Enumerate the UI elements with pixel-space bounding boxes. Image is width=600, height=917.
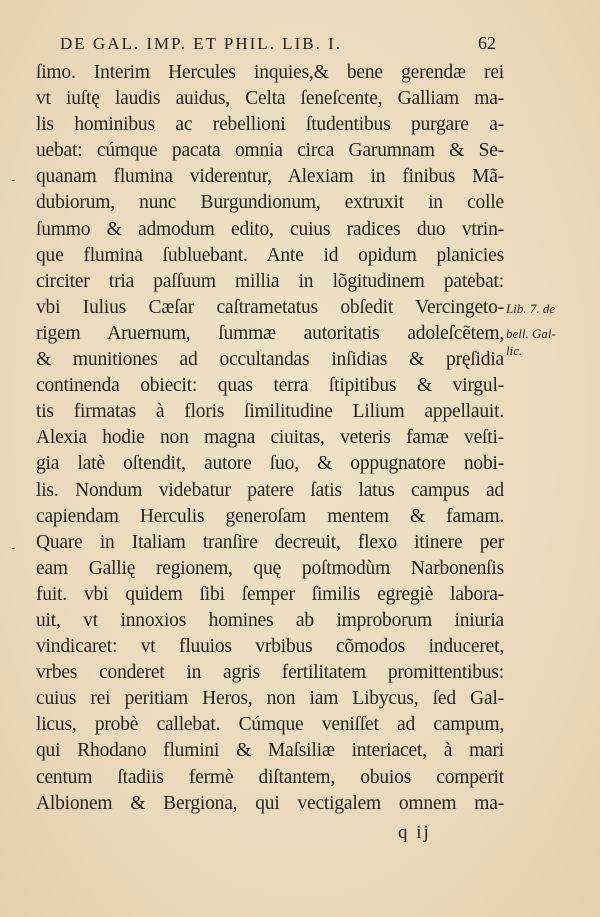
text-line: uit, vt innoxios homines ab improborum iniuria xyxy=(36,609,504,631)
text-line: vt iuſtę laudis auidus, Celta ſeneſcente, Galliam ma- xyxy=(36,88,504,110)
text-line: dubiorum, nunc Burgundionum, extruxit in colle xyxy=(36,192,504,214)
body-text xyxy=(36,60,504,817)
text-line: continenda obiecit: quas terra ſtipitibus & virgul- xyxy=(36,375,504,397)
text-line: capiendam Herculis generoſam mentem & famam. xyxy=(36,505,504,527)
text-line: circiter tria paſſuum millia in lõgitudinem patebat: xyxy=(36,270,504,292)
marginal-note-line: lic. xyxy=(506,343,523,358)
text-line: vrbes conderet in agris fertilitatem promittentibus: xyxy=(36,662,504,684)
text-line: Alexia hodie non magna ciuitas, veteris famæ veſti- xyxy=(36,427,504,449)
text-line: lis hominibus ac rebellioni ſtudentibus purgare a- xyxy=(36,114,504,136)
text-line: & munitiones ad occultandas inſidias & pręſidia xyxy=(36,349,504,371)
running-head: DE GAL. IMP. ET PHIL. LIB. I. xyxy=(60,34,342,53)
text-line: ſummo & admodum edito, cuius radices duo vtrin- xyxy=(36,218,504,240)
text-line: Albionem & Bergiona, qui vectigalem omnem ma- xyxy=(36,792,504,814)
text-line: que flumina ſubluebant. Ante id opidum planicies xyxy=(36,244,504,266)
text-line: cuius rei peritiam Heros, non iam Libycus, ſed Gal- xyxy=(36,688,504,710)
text-line: centum ſtadiis fermè diſtantem, obuios comperit xyxy=(36,766,504,788)
text-line: quanam flumina viderentur, Alexiam in finibus Mã- xyxy=(36,166,504,188)
text-line: fuit. vbi quidem ſibi ſemper ſimilis egregiè labora- xyxy=(36,583,504,605)
text-line: licus, probè callebat. Cúmque veniſſet ad campum, xyxy=(36,714,504,736)
text-line: vindicaret: vt fluuios vrbibus cõmodos induceret, xyxy=(36,636,504,658)
text-line: tis firmatas à floris ſimilitudine Lilium appellauit. xyxy=(36,401,504,423)
text-line: vbi Iulius Cæſar caſtrametatus obſedit Vercingeto- xyxy=(36,296,504,318)
text-line: gia latè oſtendit, autore ſuo, & oppugnatore nobi- xyxy=(36,453,504,475)
text-line: ſimo. Interim Hercules inquies,& bene gerendæ rei xyxy=(36,62,504,83)
text-line: Quare in Italiam tranſire decreuit, flexo itinere per xyxy=(36,531,504,553)
text-line: lis. Nondum videbatur patere ſatis latus campus ad xyxy=(36,479,504,501)
marginal-note-line: bell. Gal- xyxy=(506,326,556,341)
margin-dot xyxy=(12,548,15,549)
page-number: 62 xyxy=(478,33,496,53)
text-line: rigem Aruernum, ſummæ autoritatis adoleſcẽtem, xyxy=(36,322,504,344)
text-line: uebat: cúmque pacata omnia circa Garumnam & Se- xyxy=(36,140,504,162)
signature-mark: q ij xyxy=(398,822,431,843)
text-line: eam Gallię regionem, quę poſtmodùm Narbonenſis xyxy=(36,557,504,579)
text-line: qui Rhodano flumini & Maſsiliæ interiacet, à mari xyxy=(36,740,504,762)
margin-dot xyxy=(12,180,15,181)
marginal-note-line: Lib. 7. de xyxy=(506,301,556,316)
